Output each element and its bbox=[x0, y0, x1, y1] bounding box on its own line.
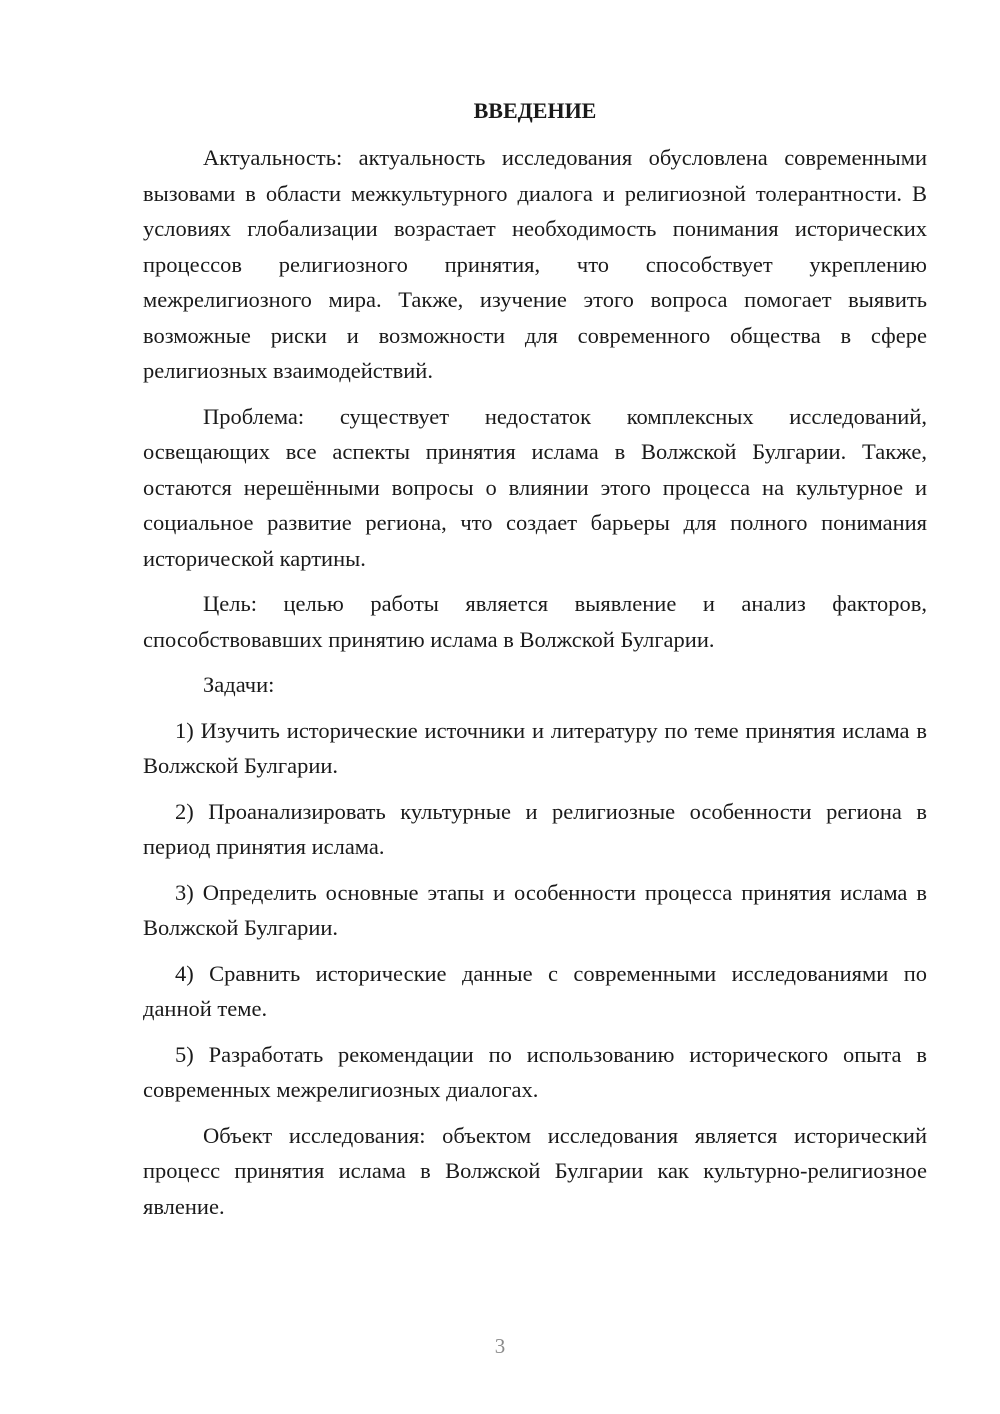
document-page bbox=[143, 96, 927, 1234]
task-item-3: 3) Определить основные этапы и особенности процесса принятия ислама в Волжской Булгарии. bbox=[143, 879, 927, 940]
section-title: ВВЕДЕНИЕ bbox=[473, 98, 597, 123]
task-item-1: 1) Изучить исторические источники и литературу по теме принятия ислама в Волжской Булгарии. bbox=[143, 717, 927, 778]
problem-paragraph: Проблема: существует недостаток комплексных исследований, освещающих все аспекты принятия ислама в Волжской Булгарии. Также, остаются нерешёнными вопросы о влиянии этого процесса на культурное и социальное развитие региона, что создает барьеры для полного понимания исторической картины. bbox=[143, 403, 927, 571]
tasks-label: Задачи: bbox=[203, 672, 275, 697]
task-item-5: 5) Разработать рекомендации по использованию исторического опыта в современных межрелигиозных диалогах. bbox=[143, 1041, 927, 1102]
goal-paragraph: Цель: целью работы является выявление и анализ факторов, способствовавших принятию ислама в Волжской Булгарии. bbox=[143, 591, 927, 652]
task-item-4: 4) Сравнить исторические данные с современными исследованиями по данной теме. bbox=[143, 960, 927, 1021]
page-number: 3 bbox=[494, 1334, 506, 1358]
task-item-2: 2) Проанализировать культурные и религиозные особенности региона в период принятия ислама. bbox=[143, 798, 927, 859]
object-paragraph: Объект исследования: объектом исследования является исторический процесс принятия ислама в Волжской Булгарии как культурно-религиозное явление. bbox=[143, 1122, 927, 1219]
relevance-paragraph: Актуальность: актуальность исследования обусловлена современными вызовами в области межкультурного диалога и религиозной толерантности. В условиях глобализации возрастает необходимость понимания исторических процессов религиозного принятия, что способствует укреплению межрелигиозного мира. Также, изучение этого вопроса помогает выявить возможные риски и возможности для современного общества в сфере религиозных взаимодействий. bbox=[143, 145, 927, 383]
